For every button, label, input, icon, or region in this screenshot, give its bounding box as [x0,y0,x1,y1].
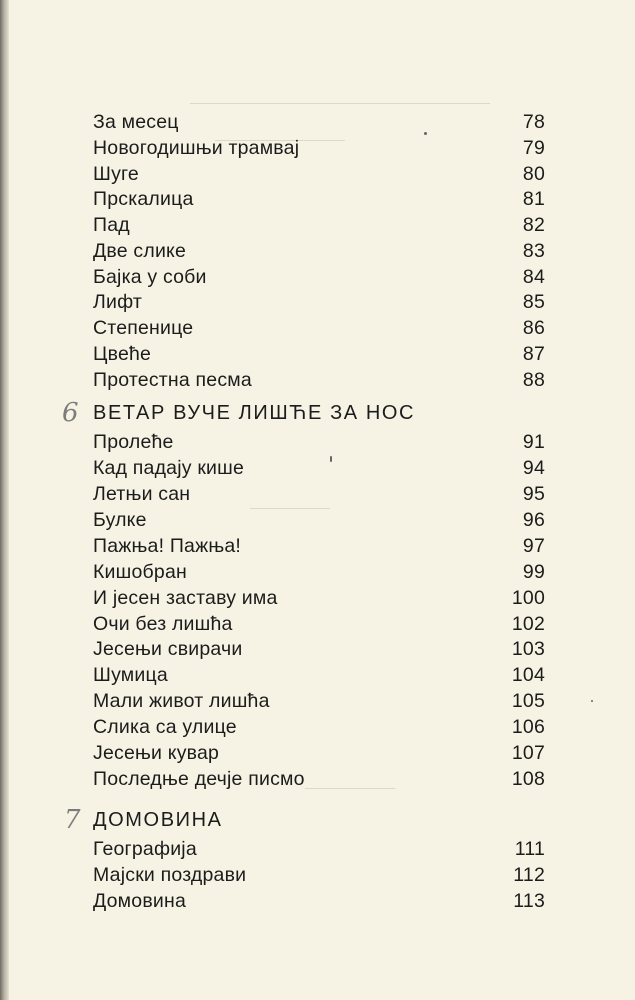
toc-entry [93,429,545,455]
show-through-line [190,103,490,104]
toc-entry [93,341,545,367]
toc-entry [93,740,545,766]
handwritten-section-number: 7 [64,805,81,835]
toc-entry-page: 104 [511,664,545,686]
toc-entry [93,559,545,585]
toc-entry-page: 99 [522,561,545,583]
toc-entry-page: 97 [522,535,545,557]
toc-entry-title: Булке [93,509,147,531]
toc-entry-title: Јесењи свирачи [93,638,243,660]
toc-entry-title: Шумица [93,664,168,686]
toc-entry [93,507,545,533]
toc-entry-page: 96 [522,509,545,531]
toc-entry-title: Последње дечје писмо [93,768,305,790]
toc-entry-title: Шуге [93,163,139,185]
toc-entry-page: 113 [513,890,545,912]
toc-entry [93,212,545,238]
page-binding-edge [0,0,9,1000]
toc-entry-page: 112 [513,864,545,886]
toc-entry-title: Бајка у соби [93,266,207,288]
toc-entry-page: 82 [522,214,545,236]
toc-entry-page: 107 [511,742,545,764]
toc-entry-title: Очи без лишћа [93,613,233,635]
toc-entry [93,862,545,888]
toc-entry-title: Протестна песма [93,369,252,391]
toc-entry-page: 108 [511,768,545,790]
section-heading: ВЕТАР ВУЧЕ ЛИШЋЕ ЗА НОС [93,402,416,424]
section-heading: ДОМОВИНА [93,809,223,831]
toc-entry-page: 91 [522,431,545,453]
toc-entry-page: 85 [522,291,545,313]
toc-entry-page: 81 [522,188,545,210]
toc-entry-page: 94 [522,457,545,479]
toc-entry-page: 87 [522,343,545,365]
toc-entry [93,109,545,135]
toc-entry [93,662,545,688]
toc-entry-title: Кад падају кише [93,457,245,479]
toc-entry [93,289,545,315]
toc-entry-page: 103 [511,638,545,660]
toc-entry-title: Пролеће [93,431,174,453]
toc-entry [93,264,545,290]
toc-entry-page: 100 [511,587,545,609]
toc-entry-title: Пажња! Пажња! [93,535,242,557]
toc-entry [93,238,545,264]
toc-entry-page: 105 [511,690,545,712]
toc-entry [93,836,545,862]
toc-entry-page: 83 [522,240,545,262]
toc-entry-page: 84 [522,266,545,288]
toc-entry [93,636,545,662]
toc-entry [93,888,545,914]
toc-entry-title: За месец [93,111,179,133]
toc-entry-page: 111 [514,838,545,860]
toc-entry-title: Слика са улице [93,716,237,738]
toc-entry [93,688,545,714]
toc-entry [93,585,545,611]
toc-entry [93,714,545,740]
toc-entry-title: Прскалица [93,188,194,210]
toc-entry [93,611,545,637]
toc-entry-page: 86 [522,317,545,339]
paper-speck [591,700,593,702]
toc-entry-title: Цвеће [93,343,152,365]
toc-entry [93,315,545,341]
toc-entry [93,455,545,481]
toc-entry-title: Мали живот лишћа [93,690,270,712]
toc-entry-title: Две слике [93,240,187,262]
toc-entry [93,186,545,212]
toc-entry [93,367,545,393]
toc-entry-page: 95 [522,483,545,505]
toc-entry-title: Степенице [93,317,194,339]
toc-entry-title: Лифт [93,291,143,313]
toc-entry [93,135,545,161]
toc-entry-page: 79 [522,137,545,159]
toc-entry-title: Јесењи кувар [93,742,220,764]
toc-entry-page: 80 [522,163,545,185]
toc-entry-page: 88 [522,369,545,391]
toc-entry-title: Новогодишњи трамвај [93,137,300,159]
toc-entry [93,533,545,559]
toc-entry-page: 78 [522,111,545,133]
handwritten-section-number: 6 [62,398,79,428]
toc-entry-title: Географија [93,838,197,860]
toc-entry-title: Кишобран [93,561,187,583]
toc-entry [93,481,545,507]
toc-entry-title: Мајски поздрави [93,864,247,886]
toc-entry [93,766,545,792]
toc-entry-page: 106 [511,716,545,738]
toc-entry-page: 102 [511,613,545,635]
toc-entry-title: Домовина [93,890,186,912]
toc-entry-title: И јесен заставу има [93,587,278,609]
toc-entry-title: Пад [93,214,130,236]
toc-entry-title: Летњи сан [93,483,191,505]
toc-entry [93,161,545,187]
